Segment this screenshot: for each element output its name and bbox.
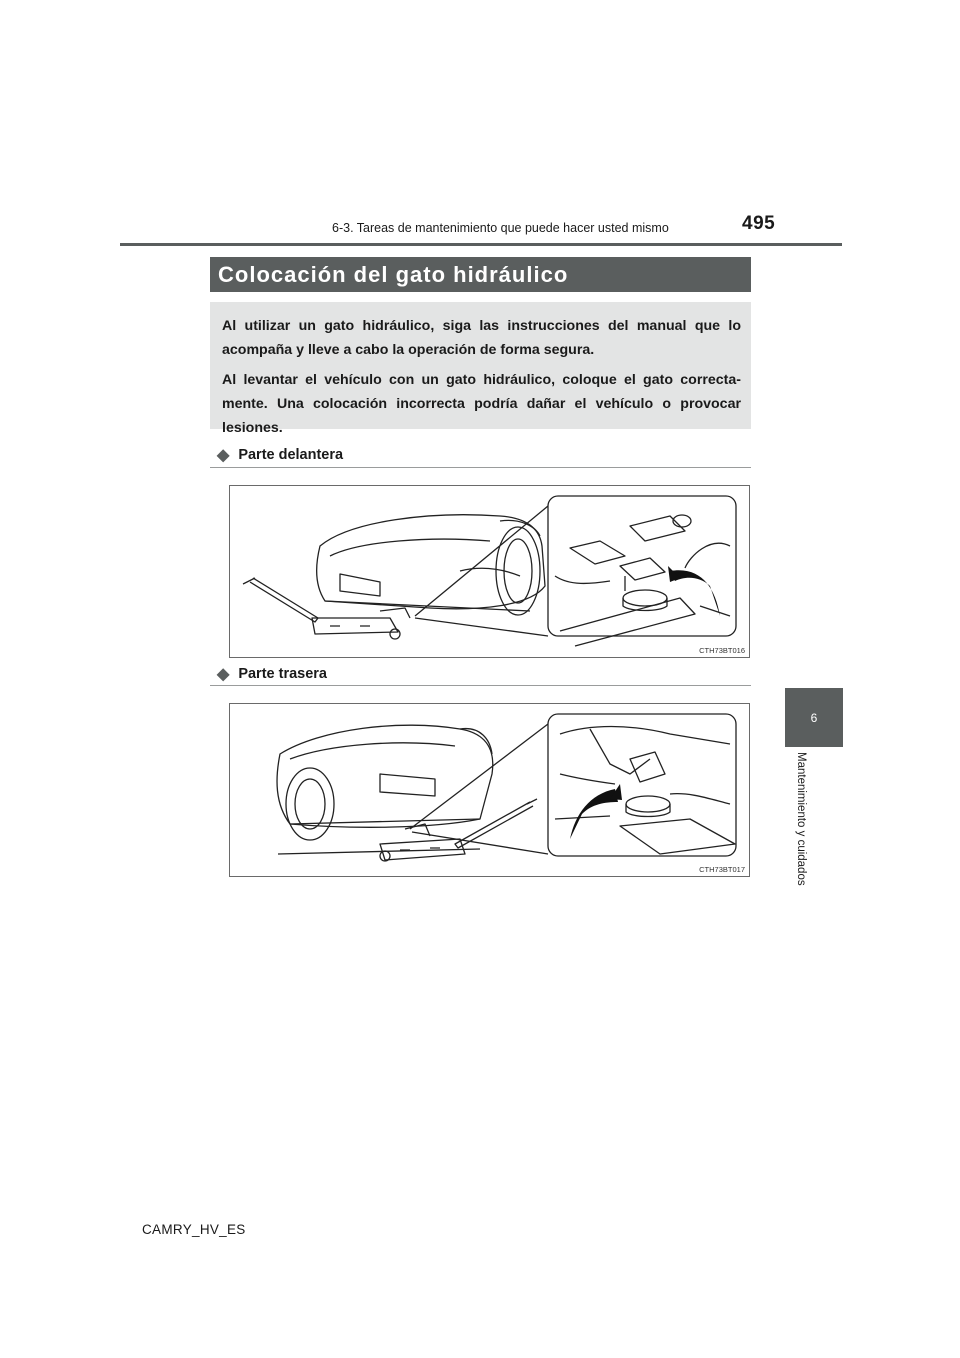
chapter-tab[interactable] — [785, 688, 843, 747]
rear-jack-illustration — [230, 704, 749, 876]
subsection-heading-rear — [217, 664, 327, 684]
figure-code: CTH73BT017 — [699, 865, 745, 874]
figure-code: CTH73BT016 — [699, 646, 745, 655]
front-jack-illustration — [230, 486, 749, 657]
chapter-title: Mantenimiento y cuidados — [795, 752, 807, 886]
intro-paragraph: Al utilizar un gato hidráulico, siga las instrucciones del manual que lo acompaña y lleve a cabo la operación de forma segura. — [222, 318, 741, 358]
diamond-bullet-icon: ◆ — [217, 666, 230, 683]
section-title: Colocación del gato hidráulico — [210, 257, 751, 292]
diamond-bullet-icon: ◆ — [217, 447, 230, 464]
page-number: 495 — [742, 213, 776, 234]
subsection-heading-front — [217, 445, 343, 465]
rear-jack-figure — [229, 703, 750, 877]
header-rule — [120, 243, 842, 246]
subsection-rule — [210, 685, 751, 686]
subsection-rule — [210, 467, 751, 468]
subsection-title: Parte delantera — [238, 447, 344, 463]
chapter-number: 6 — [810, 710, 818, 725]
intro-paragraph: Al levantar el vehículo con un gato hidráulico, coloque el gato correcta-mente. Una colocación incorrecta podría dañar el vehículo o provocar lesiones. — [222, 372, 741, 436]
front-jack-figure — [229, 485, 750, 658]
section-header: 6-3. Tareas de mantenimiento que puede hacer usted mismo — [332, 221, 669, 235]
intro-box — [210, 302, 751, 436]
subsection-title: Parte trasera — [238, 666, 327, 682]
model-code: CAMRY_HV_ES — [142, 1222, 246, 1237]
